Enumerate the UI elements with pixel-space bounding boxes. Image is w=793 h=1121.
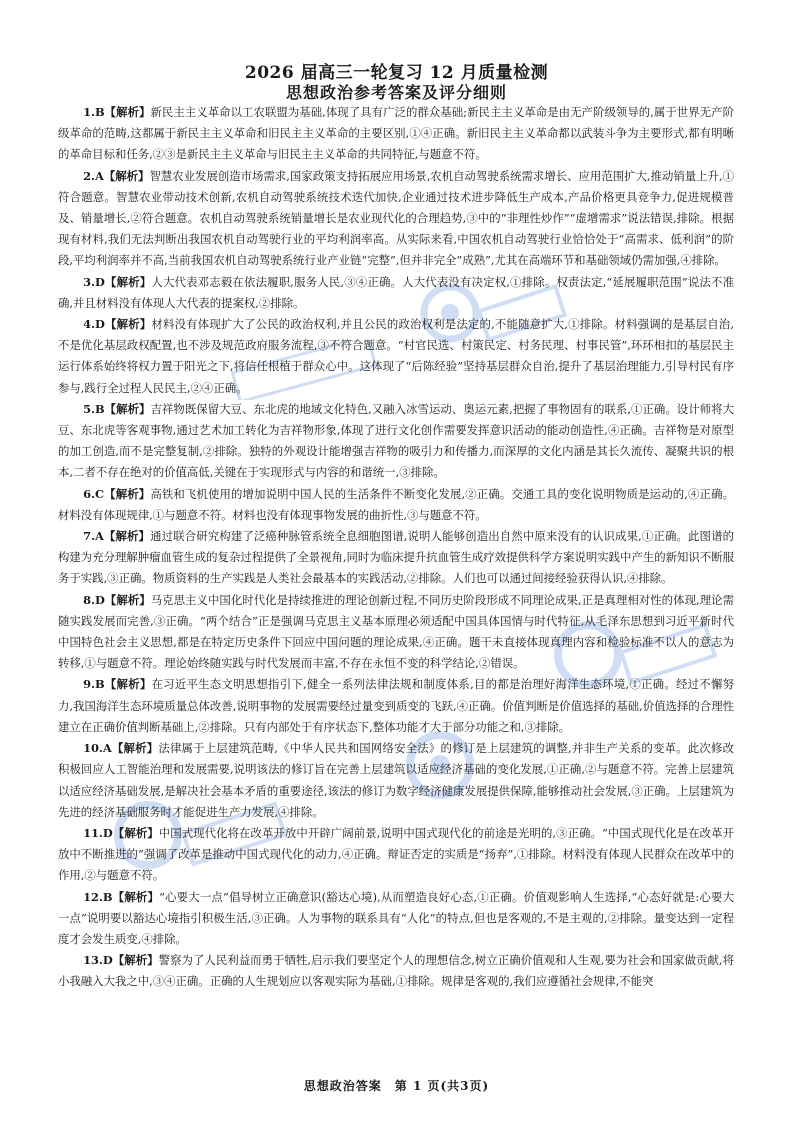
- answer-item: [58, 272, 734, 314]
- analysis-text: 马克思主义中国化时代化是持续推进的理论创新过程,不同历史阶段形成不同理论成果,正是真理相对性的体现,理论需随实践发展而完善,③正确。“两个结合”正是强调马克思主义基本原理必须适配中国具体国情与时代特征,从毛泽东思想到习近平新时代中国特色社会主义思想,都是在特定历史条件下回应中国问题的理论成果,④正确。题干未直接体现真理内容和检验标准不以人的意志为转移,①与题意不符。理论始终随实践与时代发展而丰富,不存在永恒不变的科学结论,②错误。: [58, 592, 734, 671]
- analysis-text: “心要大一点”倡导树立正确意识(豁达心境),从而塑造良好心态,①正确。价值观影响人生选择,“心态好就是:心要大一点”说明要以豁达心境指引积极生活,③正确。人为事物的联系具有“人化”的特点,但也是客观的,不是主观的,②排除。量变达到一定程度才会发生质变,④排除。: [58, 889, 734, 946]
- answer-item: [58, 950, 734, 992]
- analysis-tag: 【解析】: [103, 168, 150, 183]
- answer-item: [58, 314, 734, 399]
- question-number: 12.: [83, 889, 103, 904]
- question-number: 1.: [83, 105, 95, 119]
- page-footer: 思想政治答案 第 1 页(共3页): [303, 1079, 490, 1093]
- answer-letter: D: [102, 825, 113, 840]
- question-number: 4.: [83, 317, 95, 332]
- answer-letter: C: [94, 486, 105, 501]
- answer-item: [58, 823, 734, 887]
- answer-item: [58, 399, 734, 484]
- analysis-text: 在习近平生态文明思想指引下,健全一系列法律法规和制度体系,目的都是治理好海洋生态环境,①正确。经过不懈努力,我国海洋生态环境质量总体改善,说明事物的发展需要经过量变到质变的飞跃,④正确。价值判断是价值选择的基础,价值选择的合理性建立在正确价值判断基础上,②排除。只有内部处于有序状态下,整体功能才大于部分功能之和,③排除。: [58, 677, 734, 734]
- question-number: 10.: [83, 741, 103, 756]
- analysis-tag: 【解析】: [104, 592, 151, 607]
- analysis-text: 智慧农业发展创造市场需求,国家政策支持拓展应用场景,农机自动驾驶系统需求增长、应用范围扩大,推动销量上升,①符合题意。智慧农业带动技术创新,农机自动驾驶系统技术迭代加快,企业通过技术进步降低生产成本,产品价格更具竞争力,促进规模普及、销量增长,②符合题意。农机自动驾驶系统销量增长是农业现代化的合理趋势,③中的“非理性炒作”“虚增需求”说法错误,排除。根据现有材料,我们无法判断出我国农机自动驾驶行业的平均利润率高。从实际来看,中国农机自动驾驶行业恰恰处于“高需求、低利润”的阶段,平均利润率并不高,当前我国农机自动驾驶系统行业产业链“完整”,但并非完全“成熟”,尤其在高端环节和基础领域仍需加强,④排除。: [58, 168, 734, 268]
- answer-letter: B: [94, 105, 105, 119]
- answer-item: [58, 102, 734, 166]
- analysis-tag: 【解析】: [104, 274, 152, 289]
- question-number: 5.: [83, 401, 95, 416]
- question-number: 2.: [83, 168, 95, 183]
- analysis-text: 中国式现代化将在改革开放中开辟广阔前景,说明中国式现代化的前途是光明的,③正确。“中国式现代化是在改革开放中不断推进的”强调了改革是推动中国式现代化的动力,④正确。辩证否定的实质是“扬弃”,①排除。材料没有体现人民群众在改革中的作用,②与题意不符。: [58, 825, 734, 883]
- question-number: 11.: [83, 825, 103, 840]
- answer-letter: D: [94, 592, 105, 607]
- answer-letter: A: [94, 529, 104, 544]
- question-number: 9.: [83, 677, 95, 692]
- answer-item: [58, 526, 734, 590]
- analysis-tag: 【解析】: [104, 105, 151, 119]
- analysis-tag: 【解析】: [104, 317, 152, 332]
- answer-letter: B: [102, 889, 113, 904]
- question-number: 6.: [83, 486, 95, 501]
- analysis-text: 警察为了人民利益而勇于牺牲,启示我们要坚定个人的理想信念,树立正确价值观和人生观,要为社会和国家做贡献,将小我融入大我之中,③④正确。正确的人生规划应以客观实际为基础,①排除。规律是客观的,我们应遵循社会规律,不能突: [58, 953, 734, 989]
- answer-letter: D: [102, 953, 113, 968]
- page-title: 2026 届高三一轮复习 12 月质量检测: [244, 63, 549, 83]
- analysis-tag: 【解析】: [112, 889, 160, 904]
- question-number: 8.: [83, 592, 95, 607]
- analysis-tag: 【解析】: [103, 529, 151, 544]
- analysis-tag: 【解析】: [104, 677, 152, 692]
- analysis-tag: 【解析】: [104, 401, 151, 416]
- analysis-tag: 【解析】: [112, 825, 159, 840]
- answer-item: [58, 484, 734, 526]
- answer-item: [58, 738, 734, 823]
- question-number: 3.: [83, 274, 95, 289]
- analysis-text: 通过联合研究构建了泛癌种脉管系统全息细胞图谱,说明人能够创造出自然中原来没有的认识成果,①正确。此图谱的构建为充分理解肿瘤血管生成的复杂过程提供了全景视角,同时为临床提升抗血管生成疗效提供科学方案说明实践中产生的新知识不断服务于实践,③正确。物质资料的生产实践是人类社会最基本的实践活动,②排除。人们也可以通过间接经验获得认识,④排除。: [58, 529, 734, 586]
- answer-letter: D: [94, 317, 105, 332]
- analysis-text: 材料没有体现扩大了公民的政治权利,并且公民的政治权利是法定的,不能随意扩大,①排除。材料强调的是基层自治,不是优化基层政权配置,也不涉及规范政府服务流程,③不符合题意。“村官民选、村策民定、村务民理、村事民管”,环环相扣的基层民主运行体系始终将权力置于阳光之下,将信任根植于群众心中。这体现了“后陈经验”坚持基层群众自治,提升了基层治理能力,引导村民有序参与,践行全过程人民民主,②④正确。: [58, 317, 734, 395]
- analysis-tag: 【解析】: [104, 486, 151, 501]
- answer-item: [58, 166, 734, 272]
- question-number: 13.: [83, 953, 103, 968]
- page-subtitle: 思想政治参考答案及评分细则: [285, 83, 507, 102]
- analysis-tag: 【解析】: [111, 741, 159, 756]
- answer-list: [58, 102, 734, 993]
- analysis-tag: 【解析】: [112, 953, 159, 968]
- answer-item: [58, 674, 734, 738]
- answer-letter: D: [94, 274, 105, 289]
- answer-letter: A: [94, 168, 104, 183]
- answer-letter: B: [94, 401, 105, 416]
- analysis-text: 法律属于上层建筑范畴,《中华人民共和国网络安全法》的修订是上层建筑的调整,并非生产关系的变革。此次修改积极回应人工智能治理和发展需要,说明该法的修订旨在完善上层建筑以适应经济基础的变化发展,①正确,②与题意不符。完善上层建筑以适应经济基础发展,是解决社会基本矛盾的重要途径,该法的修订为数字经济健康发展提供保障,能够推动社会发展,③正确。上层建筑为先进的经济基础服务时才能促进生产力发展,④排除。: [58, 741, 734, 819]
- analysis-text: 吉祥物既保留大豆、东北虎的地域文化特色,又融入冰雪运动、奥运元素,把握了事物固有的联系,①正确。设计师将大豆、东北虎等客观事物,通过艺术加工转化为吉祥物形象,体现了进行文化创作需要发挥意识活动的能动创造性,④正确。吉祥物是对原型的加工创造,而不是完整复制,②排除。独特的外观设计能增强吉祥物的吸引力和传播力,而深厚的文化内涵是其长久流传、凝聚共识的根本,二者不存在绝对的价值高低,关键在于实现形式与内容的和谐统一,③排除。: [58, 401, 734, 480]
- analysis-text: 高铁和飞机使用的增加说明中国人民的生活条件不断变化发展,②正确。交通工具的变化说明物质是运动的,④正确。材料没有体现规律,①与题意不符。材料也没有体现事物发展的曲折性,③与题意不符。: [58, 486, 734, 522]
- analysis-text: 新民主主义革命以工农联盟为基础,体现了具有广泛的群众基础;新民主主义革命是由无产阶级领导的,属于世界无产阶级革命的范畴,这都属于新民主主义革命和旧民主主义革命的主要区别,①④正确。新旧民主主义革命都以武装斗争为主要形式,都有明晰的革命目标和任务,②③是新民主主义革命与旧民主主义革命的共同特征,与题意不符。: [58, 105, 734, 162]
- answer-letter: B: [94, 677, 105, 692]
- question-number: 7.: [83, 529, 95, 544]
- analysis-text: 人大代表邓志毅在依法履职,服务人民,③④正确。人大代表没有决定权,①排除。权责法定,“延展履职范围”说法不准确,并且材料没有体现人大代表的提案权,②排除。: [58, 274, 734, 310]
- answer-letter: A: [102, 741, 112, 756]
- answer-item: [58, 590, 734, 675]
- answer-item: [58, 887, 734, 951]
